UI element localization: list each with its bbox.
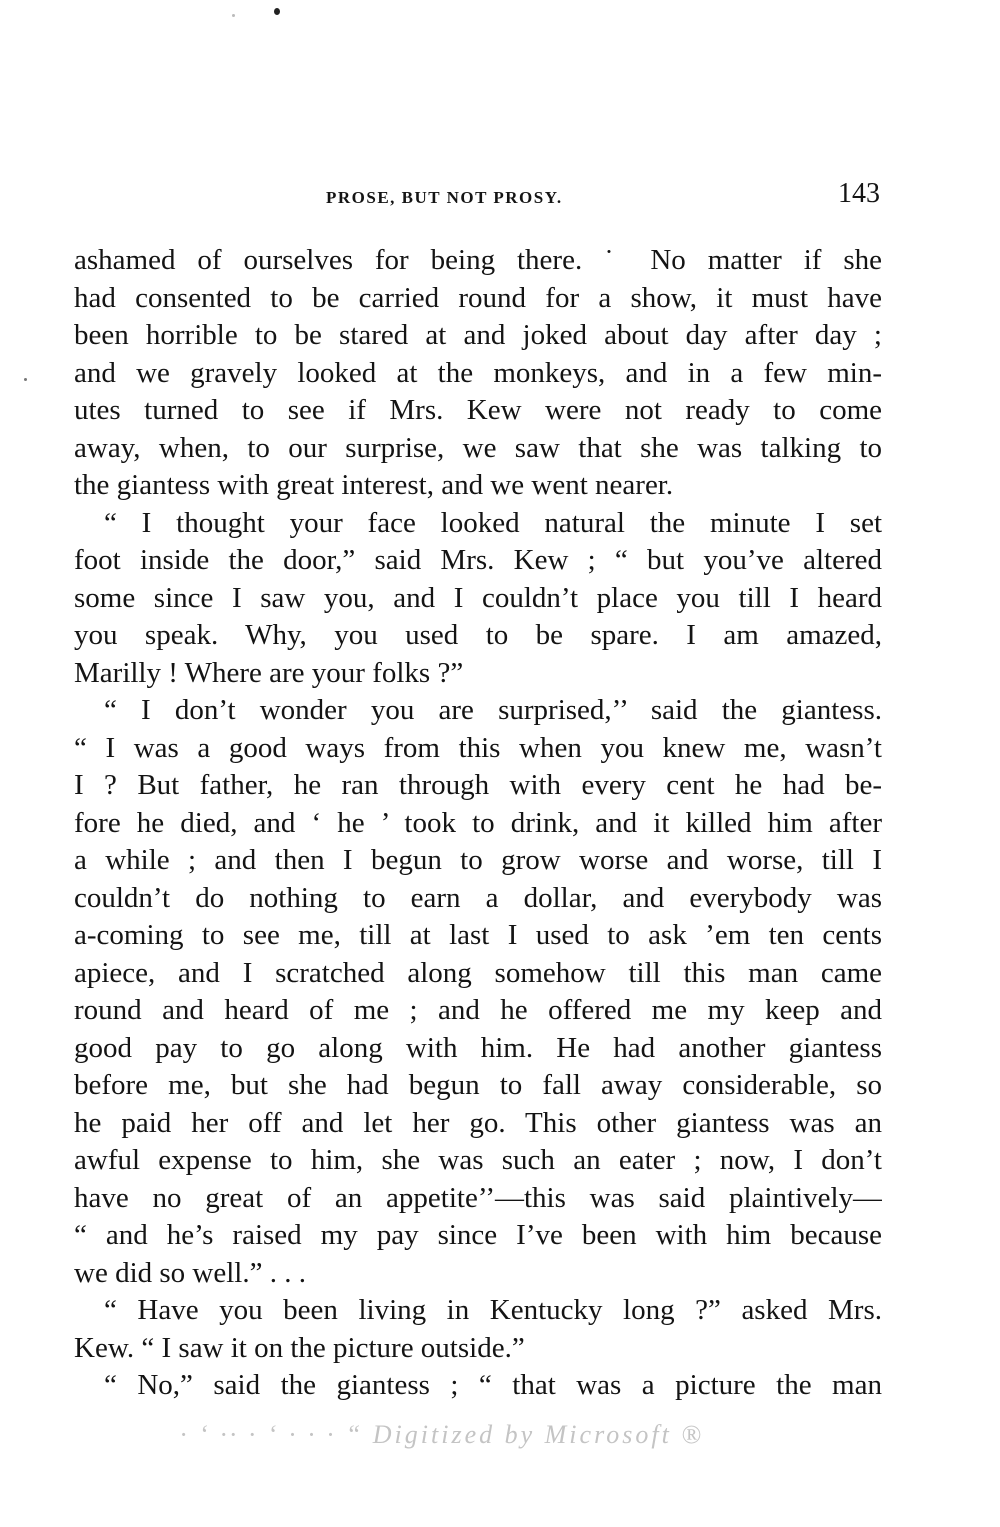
- text-line: you speak. Why, you used to be spare. I am amazed,: [74, 619, 882, 651]
- text-line: before me, but she had begun to fall away considerable, so: [74, 1069, 882, 1101]
- text-line: Marilly ! Where are your folks ?”: [74, 656, 464, 689]
- text-line: “ and he’s raised my pay since I’ve been with him because: [74, 1219, 882, 1251]
- text-line: Kew. “ I saw it on the picture outside.”: [74, 1331, 525, 1364]
- text-line: have no great of an appetite’’—this was said plaintively—: [74, 1181, 882, 1214]
- page-header: [74, 178, 882, 218]
- text-line: foot inside the door,” said Mrs. Kew ; “ but you’ve altered: [74, 544, 882, 576]
- text-line: had consented to be carried round for a show, it must have: [74, 281, 882, 314]
- text-line: “ Have you been living in Kentucky long ?” asked Mrs.: [104, 1294, 882, 1326]
- text-line: utes turned to see if Mrs. Kew were not ready to come: [74, 394, 882, 426]
- text-line: ashamed of ourselves for being there. ˙ No matter if she: [74, 244, 882, 276]
- text-line: we did so well.” . . .: [74, 1256, 306, 1289]
- text-line: round and heard of me ; and he offered me my keep and: [74, 994, 882, 1026]
- text-line: good pay to go along with him. He had another giantess: [74, 1031, 882, 1064]
- page-number: 143: [838, 178, 880, 209]
- text-line: some since I saw you, and I couldn’t place you till I heard: [74, 581, 882, 614]
- text-line: been horrible to be stared at and joked about day after day ;: [74, 319, 882, 351]
- text-line: awful expense to him, she was such an eater ; now, I don’t: [74, 1144, 882, 1176]
- text-line: a while ; and then I begun to grow worse and worse, till I: [74, 844, 882, 876]
- text-line: away, when, to our surprise, we saw that she was talking to: [74, 431, 882, 464]
- text-line: “ I thought your face looked natural the minute I set: [104, 506, 882, 539]
- text-line: apiece, and I scratched along somehow till this man came: [74, 956, 882, 989]
- running-title: PROSE, BUT NOT PROSY.: [326, 188, 563, 207]
- text-line: a-coming to see me, till at last I used to ask ’em ten cents: [74, 919, 882, 951]
- text-line: I ? But father, he ran through with every cent he had be-: [74, 769, 882, 801]
- text-line: “ No,” said the giantess ; “ that was a picture the man: [104, 1369, 882, 1401]
- text-line: “ I don’t wonder you are surprised,’’ said the giantess.: [104, 694, 882, 726]
- text-line: and we gravely looked at the monkeys, and in a few min-: [74, 356, 882, 389]
- text-line: couldn’t do nothing to earn a dollar, and everybody was: [74, 881, 882, 914]
- ink-speck: [232, 14, 235, 17]
- text-line: he paid her off and let her go. This other giantess was an: [74, 1106, 882, 1139]
- text-line: fore he died, and ‘ he ’ took to drink, and it killed him after: [74, 806, 882, 839]
- text-line: the giantess with great interest, and we went nearer.: [74, 469, 674, 501]
- digitization-watermark: · ‘ ·· · ‘ · · · “ Digitized by Microsoft ®: [180, 1420, 705, 1449]
- text-line: “ I was a good ways from this when you knew me, wasn’t: [74, 731, 882, 764]
- ink-speck: [274, 8, 280, 15]
- body-text: [74, 242, 882, 1405]
- ink-speck: [24, 378, 27, 381]
